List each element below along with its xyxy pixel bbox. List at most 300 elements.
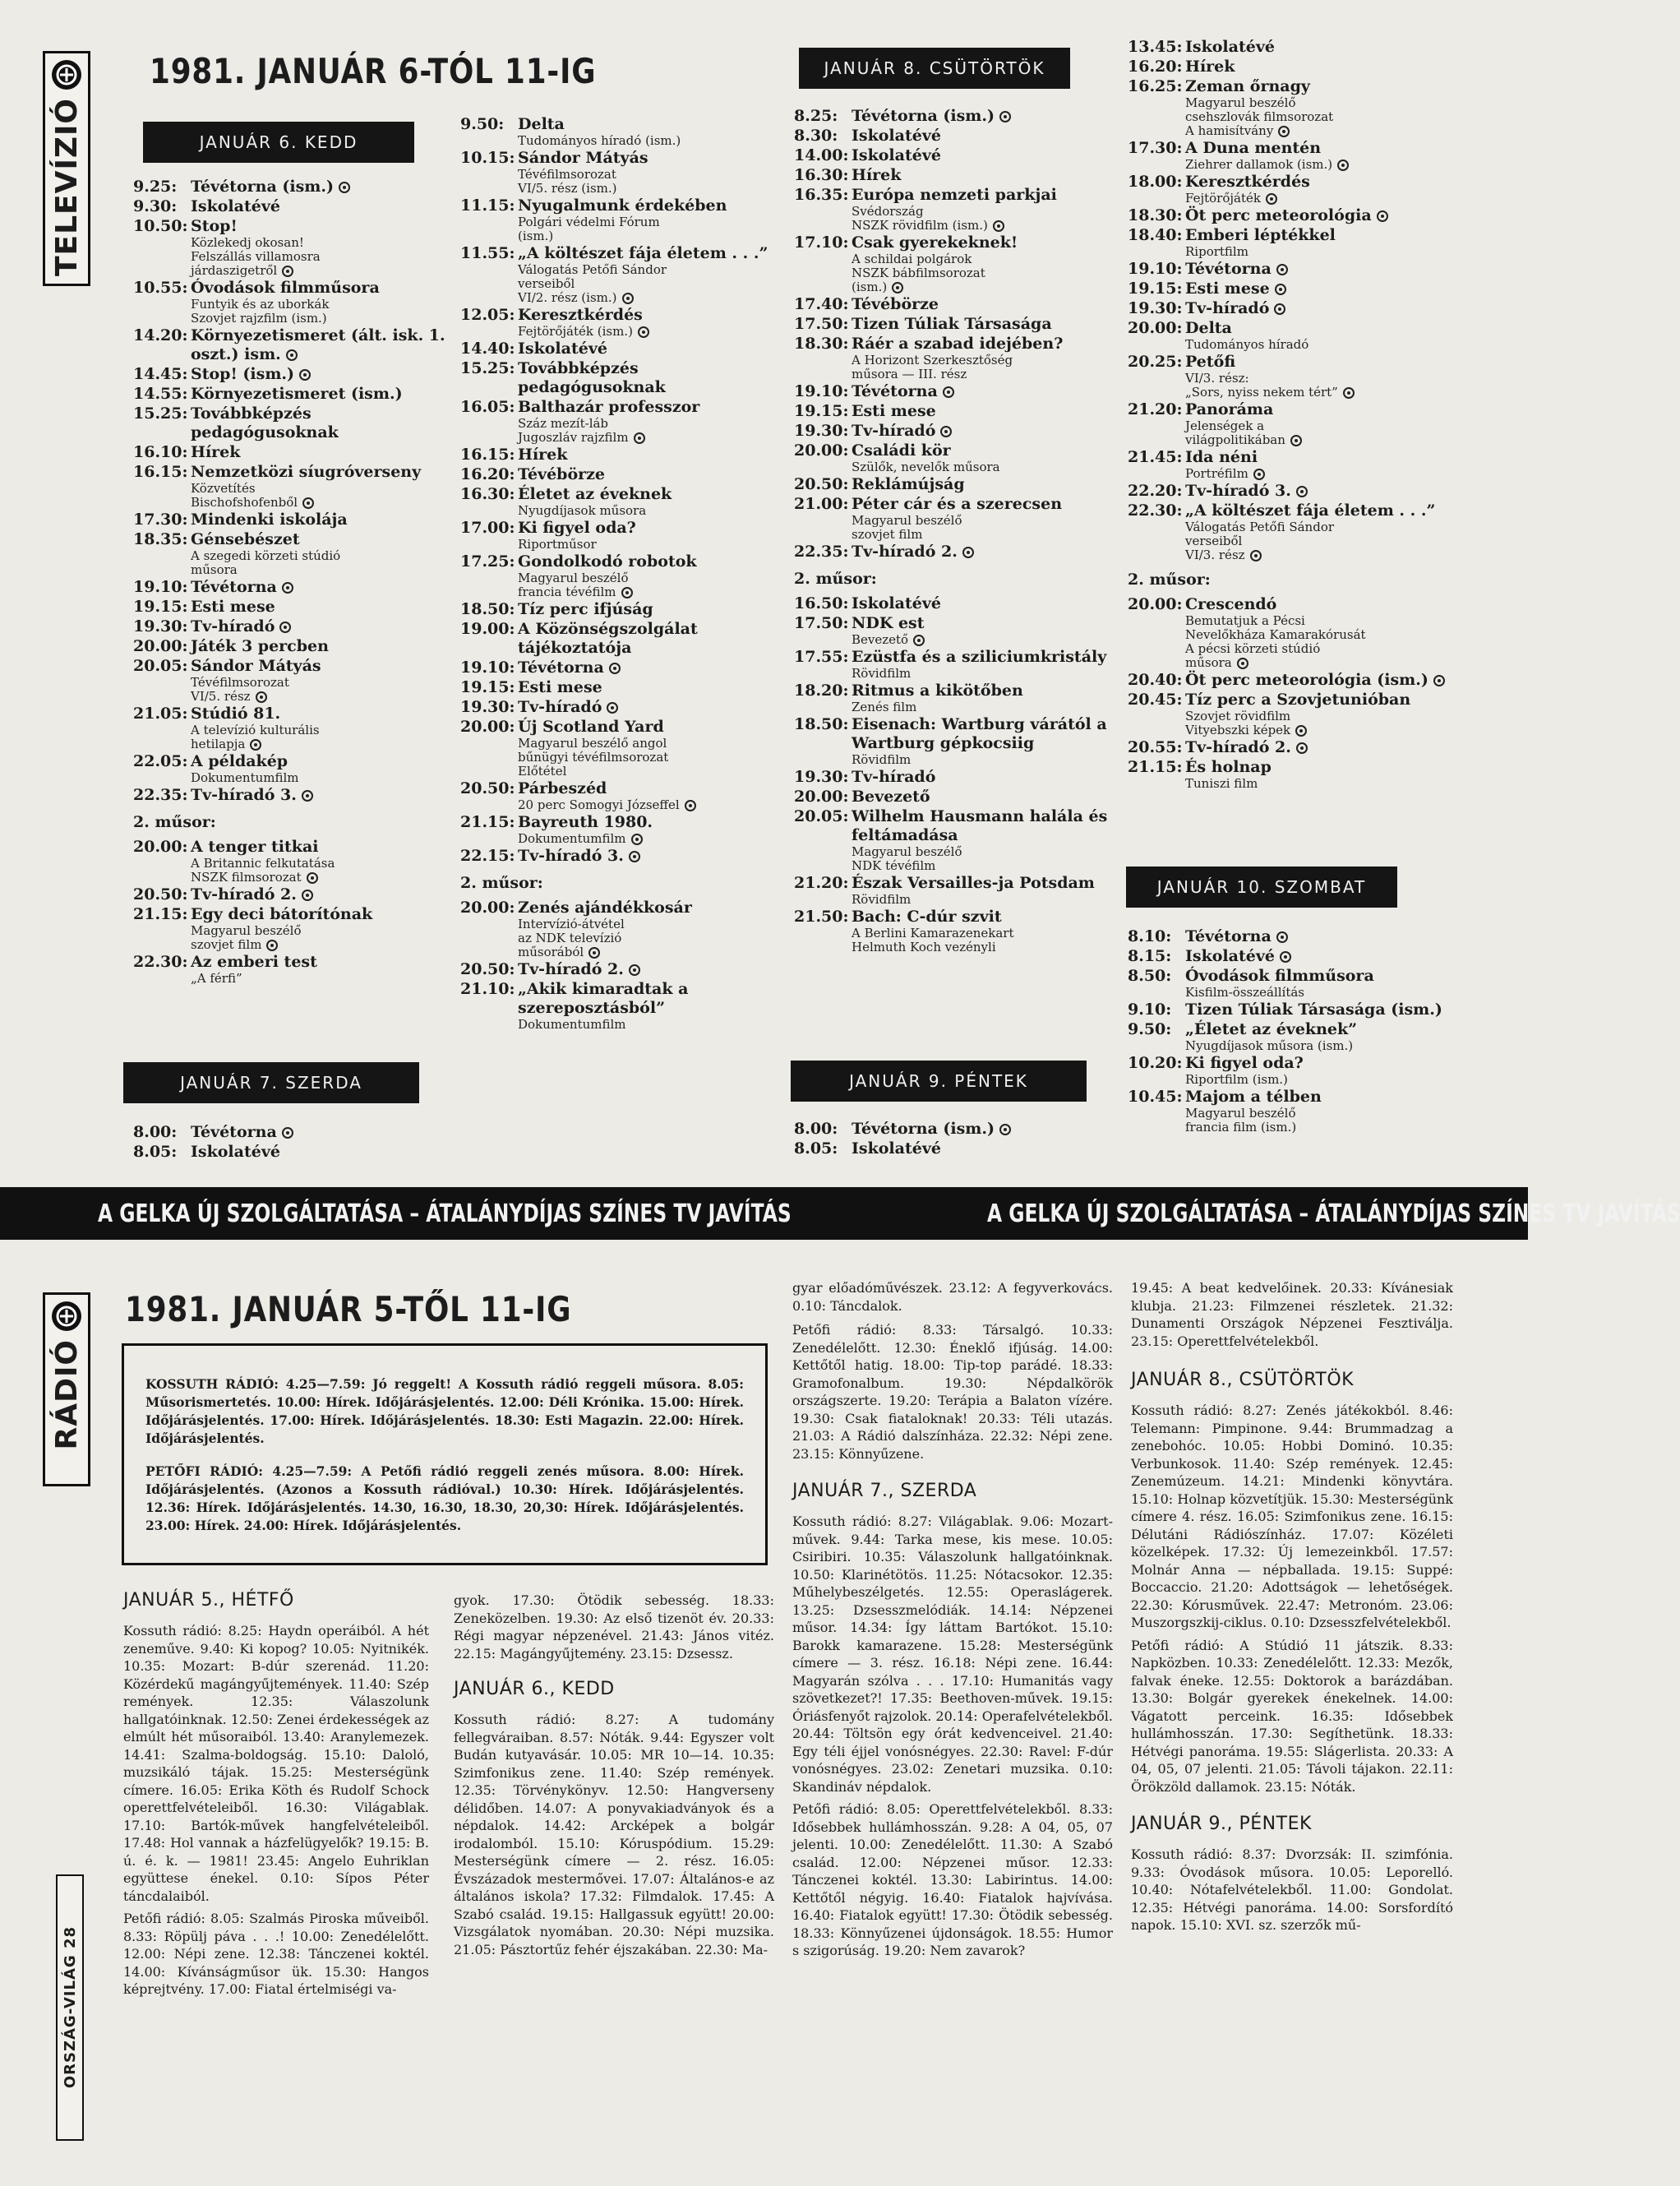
color-broadcast-icon	[629, 964, 640, 976]
program-subtitle: verseiből	[1185, 534, 1243, 548]
program-entry	[794, 768, 1123, 787]
program-title: Párbeszéd	[518, 779, 607, 797]
color-broadcast-icon	[892, 282, 903, 293]
color-broadcast-icon	[1274, 303, 1285, 315]
program-entry	[794, 146, 1123, 165]
program-entry	[1128, 226, 1489, 259]
program-subtitle: Szülők, nevelők műsora	[852, 460, 1000, 474]
program-time: 9.30:	[133, 197, 178, 215]
program-time: 15.25:	[460, 359, 515, 377]
color-broadcast-icon	[940, 426, 952, 437]
program-title: Zeman őrnagy	[1185, 77, 1310, 95]
program-time: 20.50:	[460, 779, 515, 797]
program-title: Ritmus a kikötőben	[852, 682, 1023, 700]
program-title: Tv-híradó 3.	[191, 786, 297, 804]
program-entry	[794, 315, 1123, 334]
program-entry	[1128, 691, 1489, 737]
program-subtitle: csehszlovák filmsorozat	[1185, 109, 1334, 124]
program-subtitle: NSZK bábfilmsorozat	[852, 266, 985, 280]
program-time: 19.10:	[133, 578, 188, 596]
program-time: 8.50:	[1128, 967, 1172, 985]
program-subtitle: hetilapja	[191, 737, 246, 751]
program-entry	[133, 1143, 445, 1162]
program-title: Iskolatévé	[852, 146, 941, 164]
program-title: Stop!	[191, 217, 238, 235]
program-time: 20.50:	[133, 885, 188, 904]
color-broadcast-icon	[286, 349, 298, 361]
program-time: 20.00:	[1128, 595, 1183, 613]
gelka-ad-banner	[0, 1187, 1680, 1240]
program-time: 20.00:	[460, 899, 515, 917]
program-time: 20.40:	[1128, 671, 1183, 689]
program-time: 17.50:	[794, 315, 849, 333]
program-title: Petőfi	[1185, 353, 1236, 371]
program-time: 10.55:	[133, 279, 188, 297]
program-title: Öt perc meteorológia (ism.)	[1185, 671, 1428, 689]
program-title: A Közönségszolgálat tájékoztatója	[518, 620, 698, 657]
program-entry	[133, 197, 462, 216]
program-title: Reklámújság	[852, 475, 965, 493]
radio-text: gyar előadóművészek. 23.12: A fegyverkovács. 0.10: Táncdalok.	[792, 1280, 1113, 1314]
program-entry	[1128, 482, 1489, 501]
program-time: 16.50:	[794, 594, 849, 612]
color-broadcast-icon	[685, 800, 696, 811]
color-broadcast-icon	[1296, 742, 1308, 754]
program-title: Játék 3 percben	[191, 637, 329, 655]
program-title: Tv-híradó 2.	[852, 543, 958, 561]
program-entry	[133, 385, 462, 404]
program-title: Bayreuth 1980.	[518, 813, 653, 831]
program-entry	[1128, 280, 1489, 298]
color-broadcast-icon	[266, 940, 278, 951]
program-entry	[460, 600, 789, 619]
tv-col-jan6-cont	[460, 115, 789, 1033]
program-time: 8.00:	[133, 1123, 178, 1141]
program-title: Crescendó	[1185, 595, 1277, 613]
program-subtitle: Riportfilm	[1185, 244, 1248, 259]
program-entry	[1128, 299, 1489, 318]
tv-tab-label: TELEVÍZIÓ	[49, 98, 84, 277]
program-time: 8.05:	[794, 1139, 838, 1158]
program-entry	[133, 443, 462, 462]
program-title: Mindenki iskolája	[191, 511, 348, 529]
program-title: Génsebészet	[191, 530, 300, 548]
program-entry	[133, 511, 462, 529]
program-entry	[460, 115, 789, 148]
radio-day-heading: JANUÁR 9., PÉNTEK	[1131, 1814, 1312, 1834]
program-subtitle: Válogatás Petőfi Sándor	[518, 262, 667, 277]
program-subtitle: világpolitikában	[1185, 432, 1285, 447]
program-entry	[460, 244, 789, 305]
color-broadcast-icon	[913, 635, 925, 646]
program-subtitle: Magyarul beszélő	[1185, 1106, 1296, 1121]
color-broadcast-icon	[1290, 435, 1302, 446]
second-channel-label: 2. műsor:	[1128, 571, 1211, 589]
program-entry	[1128, 738, 1489, 757]
color-broadcast-icon	[634, 432, 645, 444]
program-title: Emberi léptékkel	[1185, 226, 1336, 244]
program-title: Iskolatévé	[1185, 947, 1275, 965]
program-subtitle: NSZK filmsorozat	[191, 870, 302, 885]
program-title: Ráér a szabad idejében?	[852, 335, 1064, 353]
program-entry	[1128, 400, 1489, 447]
program-subtitle: Rövidfilm	[852, 752, 912, 767]
program-entry	[1128, 947, 1489, 966]
program-entry	[460, 306, 789, 339]
program-time: 19.30:	[794, 768, 849, 786]
program-time: 19.15:	[794, 402, 849, 420]
program-entry	[133, 905, 462, 952]
radio-text: Kossuth rádió: 8.27: Világablak. 9.06: Mozart-művek. 9.44: Tarka mese, kis mese. 10.05: Csiribiri. 10.35: Válaszolunk hallgatóinknak. 10.50: Klarinétötös. 11.25: Nótacsokor. 12.35: Műhelybeszélgetés. 12.55: Operaslágerek. 13.25: Dzsesszmelódiák. 14.14: Népzenei műsor. 14.34: Így láttam Bartókot. 15.10: Barokk kamarazene. 15.28: Mesterségünk címere — 3. rész. 16.18: Népi zene. 16.44: Magyarán szólva . . . 17.10: Humanitás vagy szövetkezet?! 17.35: Beethoven-művek. 19.15: Óriásfenyőt rajzolok. 20.14: Operafelvételekből. 20.44: Töltsön egy órát kedvenceivel. 21.40: Egy téli éjjel vonósnégyes. 22.30: Ravel: F-dúr vonósnégyes. 23.02: Zenetari muzsika. 0.10: Skandináv népdalok.	[792, 1514, 1113, 1795]
program-title: Tíz perc a Szovjetunióban	[1185, 691, 1411, 709]
program-title: Tv-híradó 2.	[518, 960, 624, 978]
color-broadcast-icon	[993, 220, 1004, 232]
program-time: 21.20:	[1128, 400, 1183, 418]
program-title: Keresztkérdés	[1185, 173, 1310, 191]
program-title: Környezetismeret (ált. isk. 1. oszt.) ism.	[191, 326, 445, 363]
program-entry	[460, 813, 789, 846]
program-title: Továbbképzés pedagógusoknak	[518, 359, 666, 396]
banner-text-right: A GELKA ÚJ SZOLGÁLTATÁSA – ÁTALÁNYDÍJAS SZÍNES TV JAVÍTÁS	[986, 1199, 1680, 1228]
program-subtitle: Magyarul beszélő	[852, 513, 962, 528]
program-time: 19.10:	[460, 659, 515, 677]
program-subtitle: Tévéfilmsorozat	[191, 675, 289, 690]
program-title: A Duna mentén	[1185, 139, 1322, 157]
program-entry	[133, 404, 462, 442]
program-subtitle: Tuniszi film	[1185, 776, 1258, 791]
program-subtitle: Előtétel	[518, 764, 567, 779]
program-subtitle: Ziehrer dallamok (ism.)	[1185, 157, 1333, 172]
program-time: 19.30:	[133, 617, 188, 635]
color-broadcast-icon	[629, 851, 640, 862]
program-title: Családi kör	[852, 441, 951, 460]
program-time: 18.40:	[1128, 226, 1183, 244]
program-time: 8.30:	[794, 127, 838, 145]
program-entry	[794, 475, 1123, 494]
program-subtitle: Jelenségek a	[1185, 418, 1265, 433]
program-title: Tévétorna (ism.)	[852, 107, 995, 125]
program-subtitle: VI/5. rész	[191, 689, 251, 704]
program-title: Egy deci bátorítónak	[191, 905, 373, 923]
program-time: 16.20:	[460, 465, 515, 483]
program-time: 16.30:	[460, 485, 515, 503]
color-broadcast-icon	[1237, 658, 1248, 669]
program-entry	[133, 885, 462, 904]
program-entry	[1128, 758, 1489, 791]
program-subtitle: (ism.)	[518, 229, 554, 243]
program-subtitle: Rövidfilm	[852, 666, 912, 681]
program-subtitle: szovjet film	[191, 937, 262, 952]
program-time: 14.55:	[133, 385, 188, 403]
program-entry	[133, 752, 462, 785]
program-subtitle: Funtyik és az uborkák	[191, 297, 330, 312]
color-broadcast-icon	[1433, 675, 1445, 686]
program-entry	[1128, 139, 1489, 172]
program-entry	[133, 786, 462, 805]
program-subtitle: Magyarul beszélő	[852, 844, 962, 859]
program-time: 8.00:	[794, 1120, 838, 1138]
program-entry	[460, 659, 789, 677]
program-time: 22.20:	[1128, 482, 1183, 500]
radio-col-1	[123, 1590, 429, 1999]
program-time: 19.30:	[1128, 299, 1183, 317]
program-subtitle: Közlekedj okosan!	[191, 235, 304, 250]
program-time: 18.00:	[1128, 173, 1183, 191]
color-broadcast-icon	[609, 663, 621, 674]
program-time: 19.15:	[133, 598, 188, 616]
program-title: Eisenach: Wartburg várától a Wartburg gépkocsiig	[852, 715, 1107, 752]
program-title: Stúdió 81.	[191, 705, 281, 723]
program-time: 18.30:	[794, 335, 849, 353]
program-entry	[794, 788, 1123, 806]
color-broadcast-icon	[282, 266, 293, 277]
program-entry	[1128, 1020, 1489, 1053]
program-entry	[794, 908, 1123, 954]
program-time: 16.10:	[133, 443, 188, 461]
color-broadcast-icon	[307, 872, 318, 884]
program-subtitle: A televízió kulturális	[191, 723, 320, 737]
program-time: 20.00:	[794, 788, 849, 806]
program-entry	[794, 594, 1123, 613]
program-subtitle: VI/5. rész (ism.)	[518, 181, 617, 196]
program-time: 20.50:	[794, 475, 849, 493]
program-title: Tv-híradó 2.	[1185, 738, 1291, 756]
program-title: Tíz perc ifjúság	[518, 600, 653, 618]
program-time: 16.15:	[133, 463, 188, 481]
program-time: 21.15:	[460, 813, 515, 831]
program-entry	[460, 980, 789, 1032]
program-title: Tévétorna (ism.)	[852, 1120, 995, 1138]
program-subtitle: Bemutatjuk a Pécsi	[1185, 613, 1305, 628]
program-title: Hírek	[1185, 58, 1235, 76]
program-subtitle: Tévéfilmsorozat	[518, 167, 616, 182]
program-subtitle: Szovjet rövidfilm	[1185, 709, 1291, 723]
program-entry	[460, 847, 789, 866]
program-time: 20.00:	[133, 838, 188, 856]
program-title: Tizen Túliak Társasága	[852, 315, 1052, 333]
color-broadcast-icon	[1337, 159, 1349, 171]
program-entry	[460, 960, 789, 979]
program-title: Továbbképzés pedagógusoknak	[191, 404, 339, 441]
program-entry	[794, 441, 1123, 474]
color-broadcast-icon	[1253, 469, 1265, 480]
program-entry	[460, 359, 789, 397]
program-title: Tizen Túliak Társasága (ism.)	[1185, 1001, 1442, 1019]
color-broadcast-icon	[302, 890, 313, 901]
program-time: 8.15:	[1128, 947, 1172, 965]
program-time: 9.10:	[1128, 1001, 1172, 1019]
program-time: 20.00:	[1128, 319, 1183, 337]
program-title: Delta	[1185, 319, 1232, 337]
program-time: 9.50:	[1128, 1020, 1172, 1038]
program-time: 20.00:	[133, 637, 188, 655]
color-broadcast-icon	[1276, 264, 1288, 275]
program-time: 17.00:	[460, 519, 515, 537]
program-subtitle: az NDK televízió	[518, 931, 622, 945]
program-subtitle: A hamisítvány	[1185, 123, 1274, 138]
program-title: Tévébörze	[518, 465, 606, 483]
program-subtitle: NDK tévéfilm	[852, 858, 936, 873]
program-subtitle: Kisfilm-összeállítás	[1185, 985, 1305, 1000]
tv-title: 1981. JANUÁR 6-TÓL 11-IG	[150, 51, 597, 91]
program-subtitle: A szegedi körzeti stúdió	[191, 548, 341, 563]
color-broadcast-icon	[999, 1124, 1011, 1135]
program-entry	[133, 1123, 445, 1142]
program-subtitle: Nevelőkháza Kamarakórusát	[1185, 627, 1366, 642]
program-subtitle: Riportfilm (ism.)	[1185, 1072, 1288, 1087]
magazine-footer	[56, 1874, 84, 2141]
program-entry	[794, 335, 1123, 381]
program-subtitle: Magyarul beszélő	[1185, 95, 1296, 110]
program-time: 17.55:	[794, 648, 849, 666]
program-title: Gondolkodó robotok	[518, 552, 697, 571]
program-title: Bach: C-dúr szvit	[852, 908, 1002, 926]
program-subtitle: Száz mezít-láb	[518, 416, 609, 431]
radio-day-heading: JANUÁR 8., CSÜTÖRTÖK	[1131, 1370, 1355, 1390]
program-title: Tv-híradó 3.	[1185, 482, 1291, 500]
radio-day-heading: JANUÁR 5., HÉTFŐ	[123, 1590, 294, 1611]
radio-col-4	[1131, 1279, 1453, 1934]
color-broadcast-icon	[1275, 284, 1286, 295]
program-title: Zenés ajándékkosár	[518, 899, 692, 917]
program-entry	[794, 874, 1123, 907]
program-title: Panoráma	[1185, 400, 1274, 418]
program-time: 16.25:	[1128, 77, 1183, 95]
program-entry	[1128, 448, 1489, 481]
program-subtitle: (ism.)	[852, 280, 888, 294]
color-broadcast-icon	[631, 834, 643, 845]
program-time: 17.10:	[794, 233, 849, 252]
program-entry	[133, 705, 462, 751]
program-title: Tv-híradó 2.	[191, 885, 297, 904]
program-title: Óvodások filmműsora	[191, 279, 380, 297]
second-channel-label: 2. műsor:	[460, 874, 543, 892]
program-title: Hírek	[518, 446, 568, 464]
program-title: Tévétorna	[1185, 260, 1272, 278]
program-entry	[133, 578, 462, 597]
program-title: Tévétorna (ism.)	[191, 178, 334, 196]
program-title: Sándor Mátyás	[191, 657, 321, 675]
program-title: Iskolatévé	[1185, 38, 1275, 56]
program-entry	[794, 107, 1123, 126]
program-title: Esti mese	[852, 402, 936, 420]
program-title: Iskolatévé	[852, 127, 941, 145]
program-subtitle: A Horizont Szerkesztőség	[852, 353, 1013, 367]
program-time: 17.25:	[460, 552, 515, 571]
program-time: 19.15:	[1128, 280, 1183, 298]
program-entry	[1128, 206, 1489, 225]
program-time: 14.00:	[794, 146, 849, 164]
program-title: Iskolatévé	[518, 340, 607, 358]
program-time: 14.20:	[133, 326, 188, 344]
program-time: 10.50:	[133, 217, 188, 235]
program-time: 18.35:	[133, 530, 188, 548]
radio-col-2	[454, 1592, 774, 1958]
program-entry	[1128, 38, 1489, 57]
program-time: 22.30:	[133, 953, 188, 971]
program-entry	[1128, 353, 1489, 400]
program-time: 8.10:	[1128, 927, 1172, 945]
program-subtitle: bűnügyi tévéfilmsorozat	[518, 750, 669, 765]
program-title: Tv-híradó 3.	[518, 847, 624, 865]
program-entry	[460, 779, 789, 812]
radio-logo-icon	[52, 1301, 81, 1331]
program-subtitle: Magyarul beszélő	[518, 571, 629, 585]
program-time: 20.25:	[1128, 353, 1183, 371]
color-broadcast-icon	[250, 739, 261, 751]
program-time: 10.45:	[1128, 1088, 1183, 1106]
radio-daily-info-box	[122, 1343, 768, 1565]
program-entry	[133, 953, 462, 986]
program-time: 16.30:	[794, 166, 849, 184]
program-subtitle: NSZK rövidfilm (ism.)	[852, 218, 988, 233]
program-time: 9.25:	[133, 178, 178, 196]
program-entry	[794, 543, 1123, 562]
color-broadcast-icon	[962, 547, 974, 558]
program-entry	[1128, 77, 1489, 138]
color-broadcast-icon	[943, 386, 954, 398]
program-subtitle: Dokumentumfilm	[518, 1017, 626, 1032]
program-entry	[794, 807, 1123, 873]
program-subtitle: Bischofshofenből	[191, 495, 298, 510]
program-entry	[1128, 1054, 1489, 1087]
program-subtitle: Vityebszki képek	[1185, 723, 1291, 737]
program-time: 20.00:	[460, 718, 515, 736]
radio-text: Petőfi rádió: 8.33: Társalgó. 10.33: Zenedélelőtt. 12.30: Éneklő ifjúság. 14.00: Kettőtől hatig. 18.00: Tip-top parádé. 18.33: Gramofonalbum. 19.30: Népdalkörök országszerte. 19.20: Terápia a Balaton vízére. 19.30: Csak fiataloknak! 20.33: Téli utazás. 21.03: A Rádió dalszínháza. 22.32: Népi zene. 23.15: Könnyűzene.	[792, 1322, 1113, 1462]
program-time: 14.45:	[133, 365, 188, 383]
program-subtitle: Rövidfilm	[852, 892, 912, 907]
program-time: 17.40:	[794, 295, 849, 313]
color-broadcast-icon	[279, 622, 291, 633]
radio-text: 19.45: A beat kedvelőinek. 20.33: Kívánesiak klubja. 21.23: Filmzenei részletek. 21.32: Dunamenti Országok Népzenei Fesztiválja. 23.15: Operettfelvételekből.	[1131, 1280, 1453, 1349]
program-time: 21.45:	[1128, 448, 1183, 466]
program-subtitle: Dokumentumfilm	[518, 831, 626, 846]
program-title: Észak Versailles-ja Potsdam	[852, 874, 1095, 892]
program-subtitle: VI/3. rész:	[1185, 371, 1249, 386]
program-entry	[794, 382, 1123, 401]
color-broadcast-icon	[622, 293, 634, 304]
program-entry	[794, 295, 1123, 314]
program-entry	[133, 598, 462, 617]
color-broadcast-icon	[339, 182, 350, 193]
program-time: 19.00:	[460, 620, 515, 638]
tv-col-jan9-cont	[1128, 38, 1489, 792]
program-title: Iskolatévé	[852, 594, 941, 612]
program-title: Stop! (ism.)	[191, 365, 295, 383]
program-entry	[794, 495, 1123, 542]
color-broadcast-icon	[1278, 126, 1290, 137]
tv-section-tab	[43, 51, 90, 286]
program-entry	[133, 178, 462, 196]
program-time: 16.15:	[460, 446, 515, 464]
program-time: 21.15:	[133, 905, 188, 923]
program-entry	[794, 614, 1123, 647]
color-broadcast-icon	[1343, 387, 1355, 399]
program-subtitle: Szovjet rajzfilm (ism.)	[191, 311, 327, 326]
radio-text: Petőfi rádió: A Stúdió 11 játszik. 8.33: Napközben. 10.33: Zenedélelőtt. 12.33: Mezők, falvak éneke. 12.55: Doktorok a barázdában. 13.30: Bolgár gyerekek énekelnek. 14.00: Vágatott perceink. 16.35: Idősebbek hullámhosszán. 17.30: Segíthetünk. 18.33: Hétvégi panoráma. 19.55: Slágerlista. 20.33: A 04, 05, 07 jelenti. 21.05: Távoli tájakon. 22.11: Örökzöld dallamok. 23.15: Nóták.	[1131, 1637, 1453, 1795]
program-entry	[1128, 595, 1489, 670]
color-broadcast-icon	[282, 1127, 293, 1139]
program-time: 22.35:	[133, 786, 188, 804]
program-entry	[794, 166, 1123, 185]
program-entry	[1128, 1088, 1489, 1135]
program-subtitle: Zenés film	[852, 700, 917, 714]
program-title: Tévétorna	[518, 659, 604, 677]
program-entry	[1128, 501, 1489, 562]
program-subtitle: Dokumentumfilm	[191, 770, 299, 785]
color-broadcast-icon	[621, 587, 633, 598]
program-time: 22.30:	[1128, 501, 1183, 520]
